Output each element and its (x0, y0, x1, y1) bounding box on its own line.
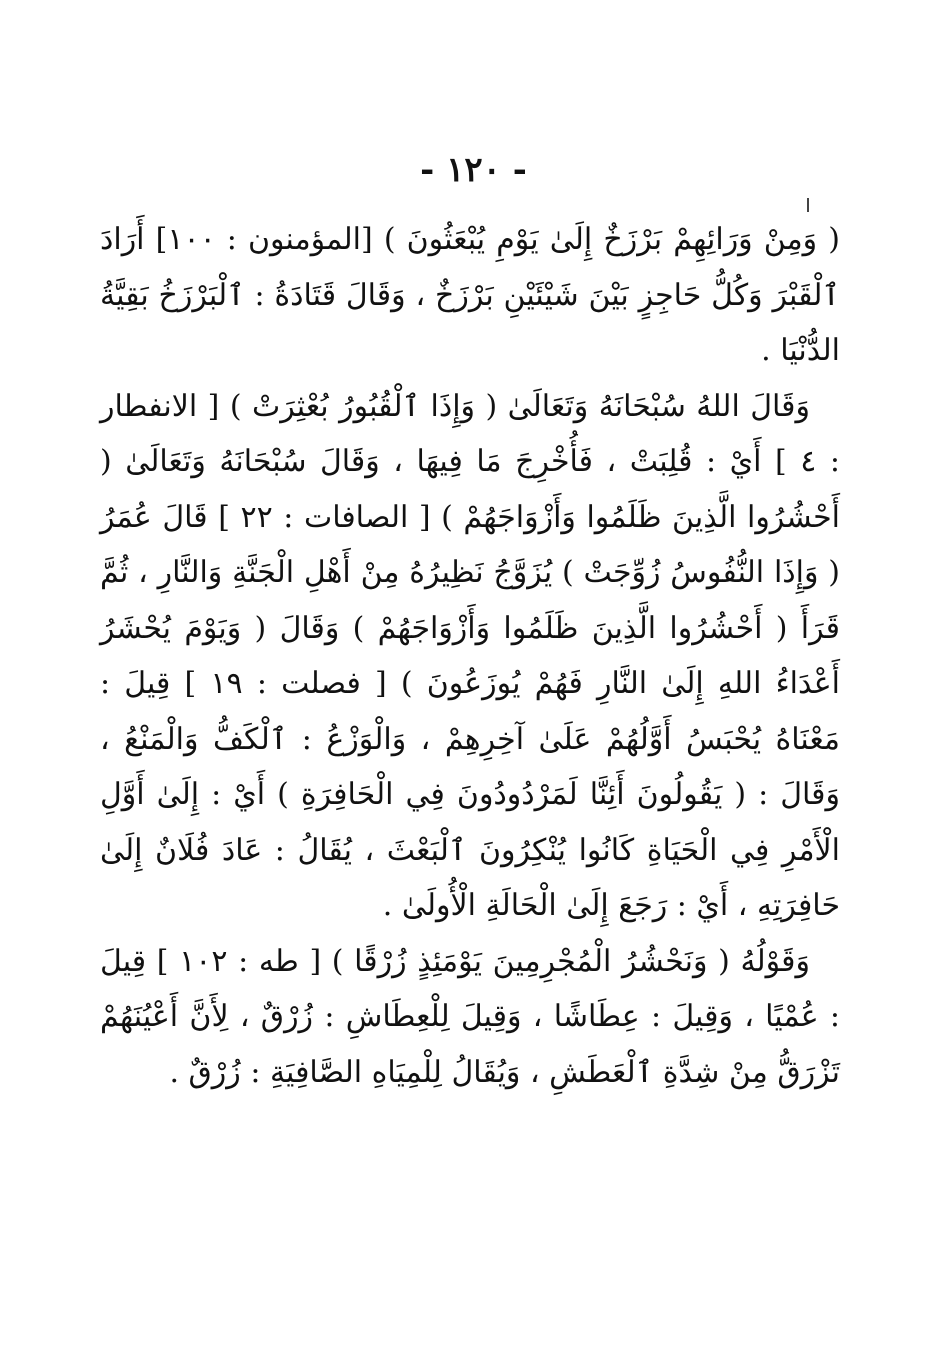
paragraph-3: وَقَوْلُهُ ( وَنَحْشُرُ الْمُجْرِمِينَ يَوْمَئِذٍ زُرْقًا ) [ طه : ١٠٢ ] قِيلَ : عُمْيًا ، وَقِيلَ : عِطَاشًا ، وَقِيلَ لِلْعِطَاشِ : زُرْقٌ ، لِأَنَّ أَعْيُنَهُمْ تَزْرَقُّ مِنْ شِدَّةِ ٱلْعَطَشِ ، وَيُقَالُ لِلْمِيَاهِ الصَّافِيَةِ : زُرْقٌ . (100, 943, 840, 1090)
paragraph-2: وَقَالَ اللهُ سُبْحَانَهُ وَتَعَالَىٰ ( وَإِذَا ٱلْقُبُورُ بُعْثِرَتْ ) [ الانفطار : ٤ ] أَيْ : قُلِبَتْ ، فَأُخْرِجَ مَا فِيهَا ، وَقَالَ سُبْحَانَهُ وَتَعَالَىٰ ( أَحْشُرُوا الَّذِينَ ظَلَمُوا وَأَزْوَاجَهُمْ ) [ الصافات : ٢٢ ] قَالَ عُمَرُ ( وَإِذَا النُّفُوسُ زُوِّجَتْ ) يُزَوَّجُ نَظِيرُهُ مِنْ أَهْلِ الْجَنَّةِ وَالنَّارِ ، ثُمَّ قَرَأَ ( أَحْشُرُوا الَّذِينَ ظَلَمُوا وَأَزْوَاجَهُمْ ) وَقَالَ ( وَيَوْمَ يُحْشَرُ أَعْدَاءُ اللهِ إِلَىٰ النَّارِ فَهُمْ يُوزَعُونَ ) [ فصلت : ١٩ ] قِيلَ : مَعْنَاهُ يُحْبَسُ أَوَّلُهُمْ عَلَىٰ آخِرِهِمْ ، وَالْوَزْعُ : ٱلْكَفُّ وَالْمَنْعُ ، وَقَالَ : ( يَقُولُونَ أَئِنَّا لَمَرْدُودُونَ فِي الْحَافِرَةِ ) أَيْ : إِلَىٰ أَوَّلِ الْأَمْرِ فِي الْحَيَاةِ كَانُوا يُنْكِرُونَ ٱلْبَعْثَ ، يُقَالُ : عَادَ فُلَانٌ إِلَىٰ حَافِرَتِهِ ، أَيْ : رَجَعَ إِلَىٰ الْحَالَةِ الْأُولَىٰ . (100, 388, 841, 923)
margin-mark (807, 198, 809, 212)
body-text (100, 212, 840, 1100)
page-number: - ١٢٠ - (420, 150, 527, 190)
paragraph-1: ( وَمِنْ وَرَائِهِمْ بَرْزَخٌ إِلَىٰ يَوْمِ يُبْعَثُونَ ) [المؤمنون : ١٠٠] أَرَادَ ٱلْقَبْرَ وَكُلُّ حَاجِزٍ بَيْنَ شَيْئَيْنِ بَرْزَخٌ ، وَقَالَ قَتَادَةُ : ٱلْبَرْزَخُ بَقِيَّةُ الدُّنْيَا . (100, 222, 840, 368)
